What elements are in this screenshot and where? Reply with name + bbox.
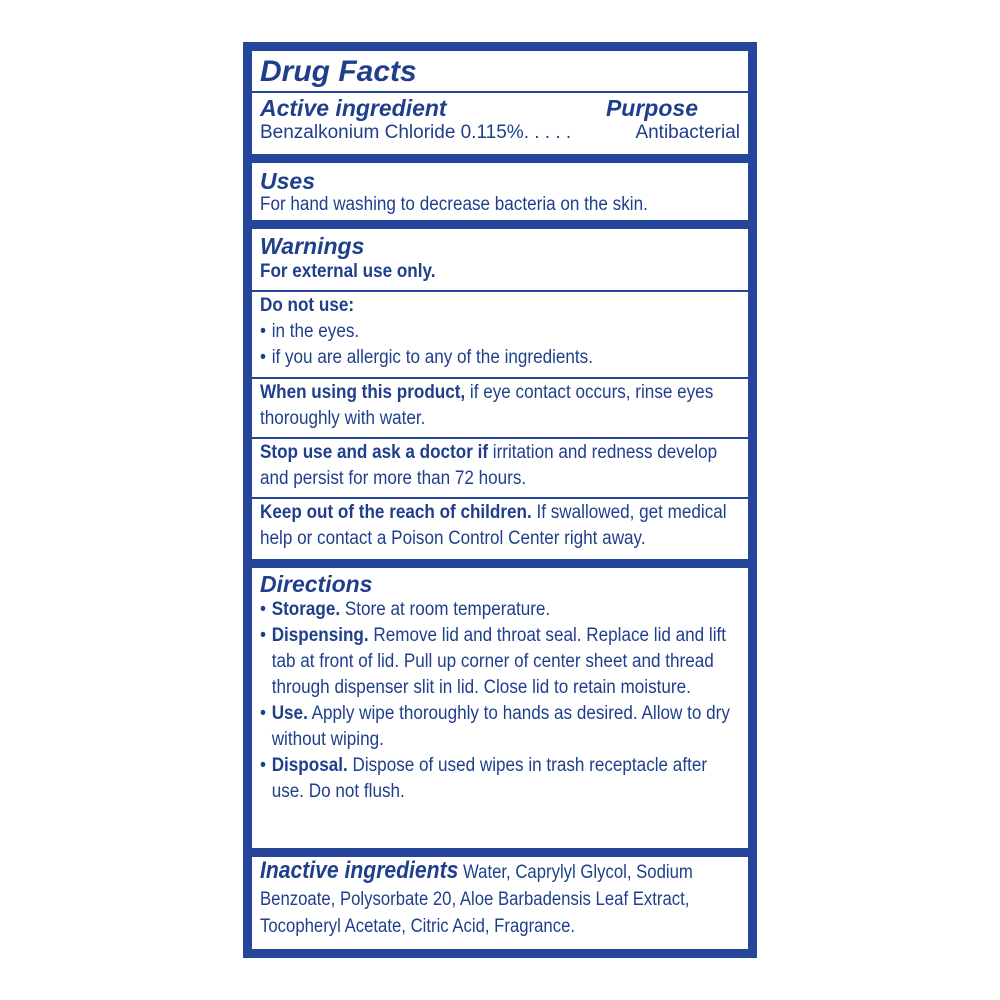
drug-facts-title: Drug Facts: [260, 55, 417, 88]
stop-use-bold: Stop use and ask a doctor if: [260, 442, 489, 463]
list-item: • Storage. Store at room temperature.: [260, 599, 551, 620]
when-using-body: if eye contact occurs, rinse eyes thoroughly with water.: [260, 382, 714, 429]
direction-text: Remove lid and throat seal. Replace lid and lift tab at front of lid. Pull up corner of center sheet and thread through dispenser slit in lid. Close lid to retain moisture.: [271, 625, 727, 698]
direction-text: Apply wipe thoroughly to hands as desired. Allow to dry without wiping.: [271, 703, 730, 750]
bullet-text: in the eyes.: [271, 321, 360, 342]
inactive-ingredients-list: Water, Caprylyl Glycol, Sodium Benzoate, Polysorbate 20, Aloe Barbadensis Leaf Extract, Tocopheryl Acetate, Citric Acid, Fragrance.: [260, 862, 693, 937]
do-not-use-heading: [260, 293, 740, 319]
uses-section: [252, 163, 748, 220]
warnings-section: [252, 229, 748, 559]
direction-text: Store at room temperature.: [340, 599, 551, 620]
stop-use-text: [260, 440, 740, 492]
warnings-heading: Warnings: [260, 233, 365, 259]
do-not-use-bold: Do not use:: [260, 295, 355, 316]
list-item: • Disposal. Dispose of used wipes in trash receptacle after use. Do not flush.: [260, 755, 708, 802]
inactive-ingredients-heading: Inactive ingredients: [260, 857, 459, 884]
divider: [252, 91, 748, 93]
when-using-text: [260, 380, 740, 432]
keep-out-text: [260, 500, 740, 552]
divider: [252, 377, 748, 379]
keep-out-bold: Keep out of the reach of children.: [260, 502, 532, 523]
divider: [252, 437, 748, 439]
list-item: • Dispensing. Remove lid and throat seal. Replace lid and lift tab at front of lid. Pull up corner of center sheet and thread through dispenser slit in lid. Close lid to retain moisture.: [260, 625, 727, 698]
list-item: • if you are allergic to any of the ingredients.: [260, 345, 740, 371]
external-use-bold: For external use only.: [260, 261, 436, 282]
direction-lead: Use.: [271, 703, 308, 724]
direction-text: Dispose of used wipes in trash receptacle after use. Do not flush.: [271, 755, 708, 802]
divider: [252, 290, 748, 292]
drug-facts-panel: [243, 42, 757, 958]
direction-lead: Dispensing.: [271, 625, 369, 646]
external-use-text: [260, 259, 740, 285]
active-ingredient-purpose: Antibacterial: [635, 122, 740, 143]
list-item: • Use. Apply wipe thoroughly to hands as desired. Allow to dry without wiping.: [260, 703, 730, 750]
directions-heading: Directions: [260, 571, 373, 597]
inactive-ingredients-text: [260, 858, 742, 940]
stop-use-body: irritation and redness develop and persist for more than 72 hours.: [260, 442, 718, 489]
purpose-heading: Purpose: [605, 95, 698, 121]
uses-heading: Uses: [260, 168, 315, 194]
active-ingredient-heading: Active ingredient: [260, 95, 447, 121]
bullet-text: if you are allergic to any of the ingredients.: [271, 347, 593, 368]
active-ingredient-name: Benzalkonium Chloride 0.115%. . . . .: [260, 122, 572, 143]
direction-lead: Disposal.: [271, 755, 348, 776]
list-item: • in the eyes.: [260, 319, 740, 345]
active-ingredient-section: [252, 51, 748, 154]
keep-out-body: If swallowed, get medical help or contact a Poison Control Center right away.: [260, 502, 727, 549]
direction-lead: Storage.: [271, 599, 341, 620]
when-using-bold: When using this product,: [260, 382, 466, 403]
directions-section: [252, 568, 748, 848]
uses-text: For hand washing to decrease bacteria on the skin.: [260, 194, 648, 215]
divider: [252, 497, 748, 499]
inactive-ingredients-section: [252, 857, 748, 949]
